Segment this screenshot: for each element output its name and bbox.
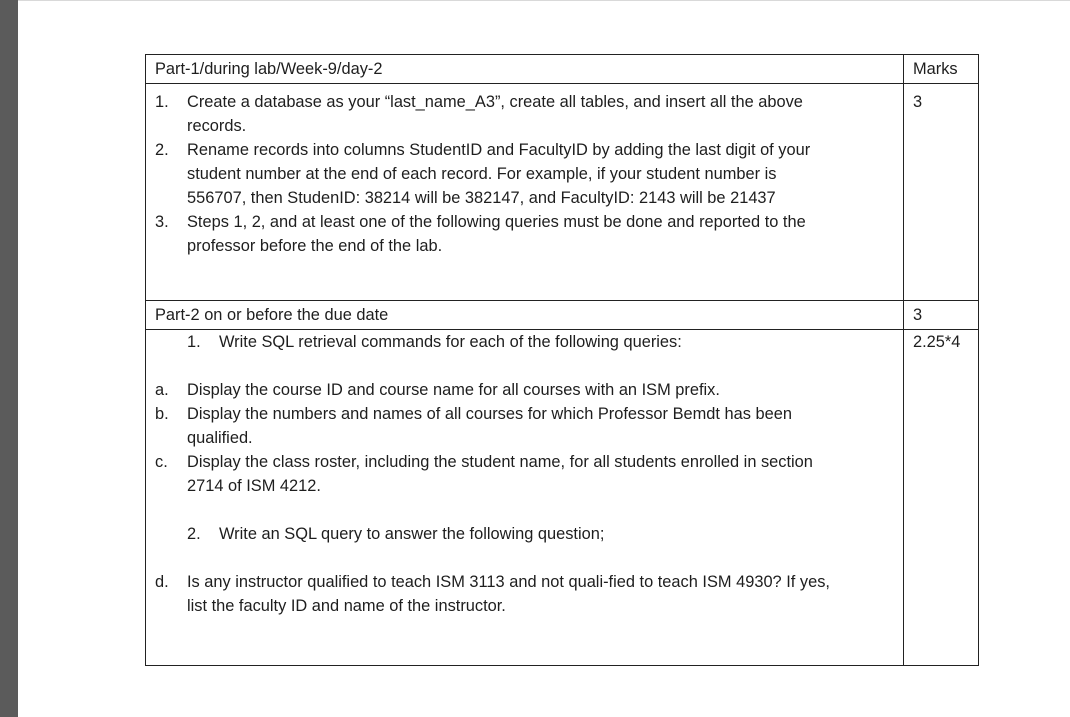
text-line: 556707, then StudenID: 38214 will be 382147, and FacultyID: 2143 will be 21437 <box>187 189 776 207</box>
part1-item <box>155 210 897 258</box>
viewer-left-border <box>0 0 18 717</box>
item-text <box>187 450 897 498</box>
part2-header-row <box>146 301 979 330</box>
text-line: Display the course ID and course name for all courses with an ISM prefix. <box>187 381 720 399</box>
text-line: Is any instructor qualified to teach ISM 3113 and not quali-fied to teach ISM 4930? If yes, <box>187 573 830 591</box>
question-1 <box>155 330 897 354</box>
part2-header-marks: 3 <box>904 301 979 330</box>
part1-item <box>155 90 897 138</box>
item-text <box>187 402 897 450</box>
sub-item-b <box>155 402 897 450</box>
sub-item-c <box>155 450 897 498</box>
item-number: 3. <box>155 213 169 231</box>
item-text: Write SQL retrieval commands for each of the following queries: <box>219 333 682 351</box>
part1-body-row <box>146 84 979 301</box>
assignment-table <box>145 54 979 666</box>
item-letter: b. <box>155 405 169 423</box>
part1-marks: 3 <box>904 84 979 301</box>
part1-item <box>155 138 897 210</box>
item-text: Write an SQL query to answer the following question; <box>219 525 605 543</box>
item-text <box>187 378 897 402</box>
question-2 <box>155 522 897 546</box>
text-line: Display the numbers and names of all courses for which Professor Bemdt has been <box>187 405 792 423</box>
part2-header: Part-2 on or before the due date <box>146 301 904 330</box>
part1-header: Part-1/during lab/Week-9/day-2 <box>146 55 904 84</box>
item-text <box>187 138 897 210</box>
item-text <box>187 210 897 258</box>
text-line: Display the class roster, including the student name, for all students enrolled in section <box>187 453 813 471</box>
part1-body <box>146 84 904 301</box>
item-letter: d. <box>155 573 169 591</box>
item-text <box>187 570 897 618</box>
text-line: professor before the end of the lab. <box>187 237 443 255</box>
item-number: 2. <box>187 525 201 543</box>
marks-header: Marks <box>904 55 979 84</box>
text-line: Steps 1, 2, and at least one of the following queries must be done and reported to the <box>187 213 806 231</box>
item-number: 1. <box>187 333 201 351</box>
text-line: 2714 of ISM 4212. <box>187 477 321 495</box>
item-letter: c. <box>155 453 168 471</box>
part2-body-row <box>146 330 979 666</box>
text-line: list the faculty ID and name of the instructor. <box>187 597 506 615</box>
part2-marks: 2.25*4 <box>904 330 979 666</box>
part2-body <box>146 330 904 666</box>
text-line: records. <box>187 117 247 135</box>
item-number: 1. <box>155 93 169 111</box>
sub-item-d <box>155 570 897 618</box>
part1-header-row <box>146 55 979 84</box>
item-text <box>187 90 897 138</box>
text-line: qualified. <box>187 429 253 447</box>
text-line: Create a database as your “last_name_A3”, create all tables, and insert all the above <box>187 93 803 111</box>
sub-item-a <box>155 378 897 402</box>
item-number: 2. <box>155 141 169 159</box>
item-letter: a. <box>155 381 169 399</box>
text-line: Rename records into columns StudentID and FacultyID by adding the last digit of your <box>187 141 811 159</box>
text-line: student number at the end of each record. For example, if your student number is <box>187 165 777 183</box>
